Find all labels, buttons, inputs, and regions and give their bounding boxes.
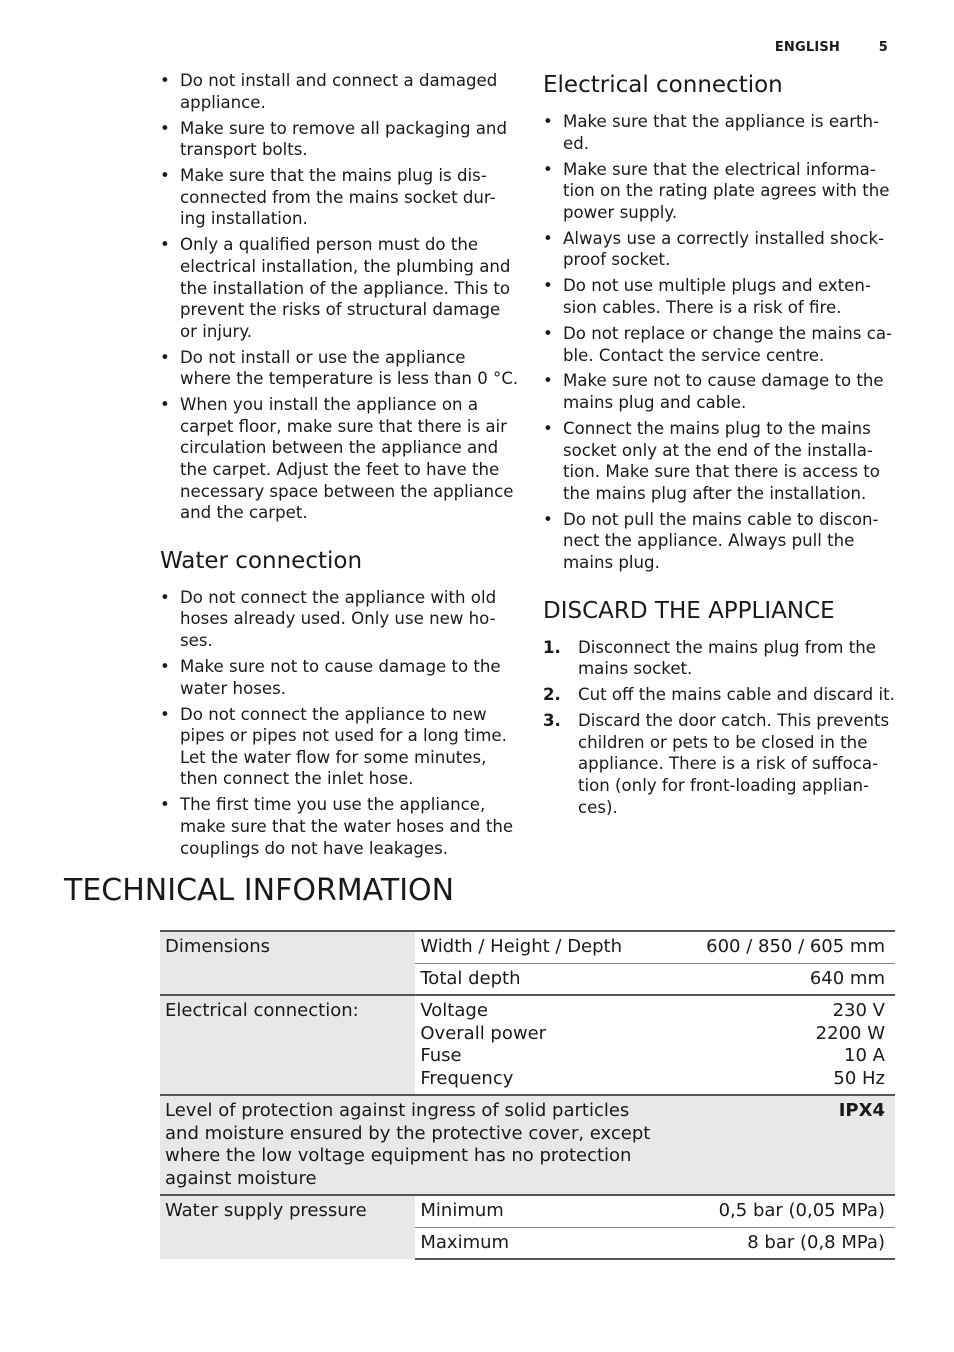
list-item-line: proof socket. [563, 250, 671, 270]
list-item-line: where the temperature is less than 0 °C. [180, 369, 519, 389]
list-item-line: • Make sure not to cause damage to the [180, 657, 501, 676]
protection-line: where the low voltage equipment has no protection [165, 1145, 632, 1166]
electrical-label: Electrical connection: [160, 995, 415, 1095]
list-item-line: appliance. [180, 92, 266, 112]
electrical-param: Overall power [420, 1022, 547, 1044]
discard-steps [543, 637, 903, 819]
list-item-line: • Do not connect the appliance with old [180, 587, 497, 607]
step-number: 2. [543, 685, 561, 705]
protection-value: IPX4 [660, 1095, 895, 1195]
list-item-line: • Only a qualified person must do the [180, 235, 479, 255]
list-item-line: • Make sure to remove all packaging and [180, 118, 507, 138]
list-item-line: connected from the mains socket dur- [180, 187, 496, 207]
table-row [160, 931, 895, 963]
step-line: mains socket. [578, 659, 693, 679]
list-item-line: • Do not replace or change the mains ca- [563, 323, 892, 343]
list-item-line: • Do not use multiple plugs and exten- [563, 276, 871, 296]
list-item [160, 234, 516, 342]
list-item-line: water hoses. [180, 678, 286, 698]
list-item [160, 70, 516, 113]
list-item [160, 794, 516, 859]
electrical-connection-list [543, 111, 903, 574]
list-item-line: and the carpet. [180, 503, 308, 523]
table-row [160, 995, 895, 1095]
electrical-value: 50 Hz [833, 1067, 885, 1089]
electrical-value: 10 A [844, 1045, 885, 1066]
list-item-line: ing installation. [180, 209, 308, 229]
list-item-line: mains plug. [563, 553, 660, 573]
list-item-line: electrical installation, the plumbing and [180, 256, 511, 276]
list-item [543, 159, 903, 224]
table-row [160, 1195, 895, 1227]
technical-specs-table [160, 930, 895, 1260]
list-item [543, 370, 903, 413]
step-line: ces). [578, 797, 618, 817]
discard-step [543, 710, 903, 818]
list-item-line: • When you install the appliance on a [180, 395, 478, 415]
list-item [543, 509, 903, 574]
right-column [543, 70, 903, 823]
list-item-line: tion on the rating plate agrees with the [563, 181, 890, 201]
list-item-line: the installation of the appliance. This to [180, 278, 511, 298]
list-item-line: necessary space between the appliance [180, 481, 514, 501]
list-item [160, 118, 516, 161]
list-item [160, 656, 516, 699]
protection-line: Level of protection against ingress of solid particles [165, 1100, 630, 1121]
list-item-line: carpet floor, make sure that there is air [180, 416, 507, 436]
list-item-line: mains plug and cable. [563, 393, 747, 413]
step-line: appliance. There is a risk of suffoca- [578, 754, 879, 774]
list-item-line: ed. [563, 133, 590, 153]
electrical-param: Voltage [420, 1000, 488, 1021]
list-item-line: couplings do not have leakages. [180, 838, 449, 858]
list-item-line: circulation between the appliance and [180, 438, 499, 458]
list-item-line: • Do not install or use the appliance [180, 347, 466, 367]
list-item [160, 704, 516, 790]
list-item-line: • Always use a correctly installed shock- [563, 228, 885, 248]
dimensions-value: 600 / 850 / 605 mm [660, 931, 895, 963]
list-item-line: or injury. [180, 321, 253, 341]
total-depth-param: Total depth [415, 963, 660, 995]
list-item-line: ses. [180, 631, 213, 651]
list-item-line: • Do not pull the mains cable to discon- [563, 509, 879, 529]
minimum-pressure-value: 0,5 bar (0,05 MPa) [660, 1195, 895, 1227]
list-item-line: transport bolts. [180, 140, 308, 160]
electrical-value: 230 V [832, 1000, 885, 1021]
page-number: 5 [878, 40, 888, 55]
step-line: Discard the door catch. This prevents [578, 711, 890, 731]
list-item [160, 394, 516, 524]
list-item-line: make sure that the water hoses and the [180, 816, 514, 836]
list-item-line: • Make sure that the appliance is earth- [563, 112, 880, 131]
list-item [160, 347, 519, 390]
list-item-line: hoses already used. Only use new ho- [180, 609, 496, 629]
list-item-line: then connect the inlet hose. [180, 769, 414, 789]
list-item [543, 323, 903, 366]
dimensions-label: Dimensions [160, 931, 415, 995]
discard-heading: DISCARD THE APPLIANCE [543, 597, 835, 624]
discard-step [543, 637, 903, 680]
technical-information-heading: TECHNICAL INFORMATION [64, 873, 455, 908]
protection-line: against moisture [165, 1167, 317, 1189]
list-item-line: • Connect the mains plug to the mains [563, 419, 871, 439]
list-item-line: sion cables. There is a risk of fire. [563, 297, 842, 317]
electrical-connection-heading: Electrical connection [543, 72, 783, 98]
step-line: Disconnect the mains plug from the [578, 637, 876, 657]
left-column [160, 70, 519, 864]
water-connection-list [160, 587, 516, 859]
list-item-line: socket only at the end of the installa- [563, 440, 873, 460]
electrical-params [415, 995, 660, 1095]
list-item [160, 165, 516, 230]
maximum-pressure-value: 8 bar (0,8 MPa) [660, 1227, 895, 1259]
step-number: 1. [543, 637, 561, 657]
electrical-param: Fuse [420, 1045, 462, 1066]
list-item [543, 275, 903, 318]
total-depth-value: 640 mm [660, 963, 895, 995]
protection-line: and moisture ensured by the protective cover, except [165, 1122, 651, 1144]
step-line: children or pets to be closed in the [578, 732, 868, 752]
list-item [160, 587, 516, 652]
list-item-line: • Do not connect the appliance to new [180, 704, 487, 724]
list-item-line: tion. Make sure that there is access to [563, 462, 880, 482]
table-row [160, 1095, 895, 1195]
water-connection-heading: Water connection [160, 547, 363, 574]
list-item [543, 228, 903, 271]
list-item-line: • Do not install and connect a damaged [180, 71, 498, 90]
electrical-param: Frequency [420, 1067, 514, 1089]
discard-step [543, 684, 903, 706]
step-line: Cut off the mains cable and discard it. [578, 685, 895, 705]
list-item-line: • Make sure that the mains plug is dis- [180, 166, 487, 186]
list-item [543, 111, 903, 154]
installation-list [160, 70, 519, 524]
list-item-line: • Make sure that the electrical informa- [563, 159, 876, 179]
electrical-values [660, 995, 895, 1095]
minimum-pressure-param: Minimum [415, 1195, 660, 1227]
list-item-line: the mains plug after the installation. [563, 483, 867, 503]
protection-description [160, 1095, 660, 1195]
step-number: 3. [543, 711, 561, 731]
list-item-line: the carpet. Adjust the feet to have the [180, 460, 500, 480]
list-item-line: prevent the risks of structural damage [180, 300, 501, 320]
list-item-line: nect the appliance. Always pull the [563, 531, 855, 551]
list-item-line: power supply. [563, 202, 678, 222]
electrical-value: 2200 W [815, 1022, 885, 1044]
list-item-line: • The first time you use the appliance, [180, 795, 486, 815]
maximum-pressure-param: Maximum [415, 1227, 660, 1259]
list-item-line: pipes or pipes not used for a long time. [180, 726, 507, 746]
header-language: ENGLISH [774, 40, 841, 55]
list-item-line: • Make sure not to cause damage to the [563, 371, 884, 391]
water-pressure-label: Water supply pressure [160, 1195, 415, 1259]
list-item-line: ble. Contact the service centre. [563, 345, 825, 365]
list-item-line: Let the water flow for some minutes, [180, 747, 487, 767]
page-header [775, 40, 888, 55]
dimensions-param: Width / Height / Depth [415, 931, 660, 963]
step-line: tion (only for front-loading applian- [578, 775, 869, 795]
list-item [543, 418, 903, 504]
